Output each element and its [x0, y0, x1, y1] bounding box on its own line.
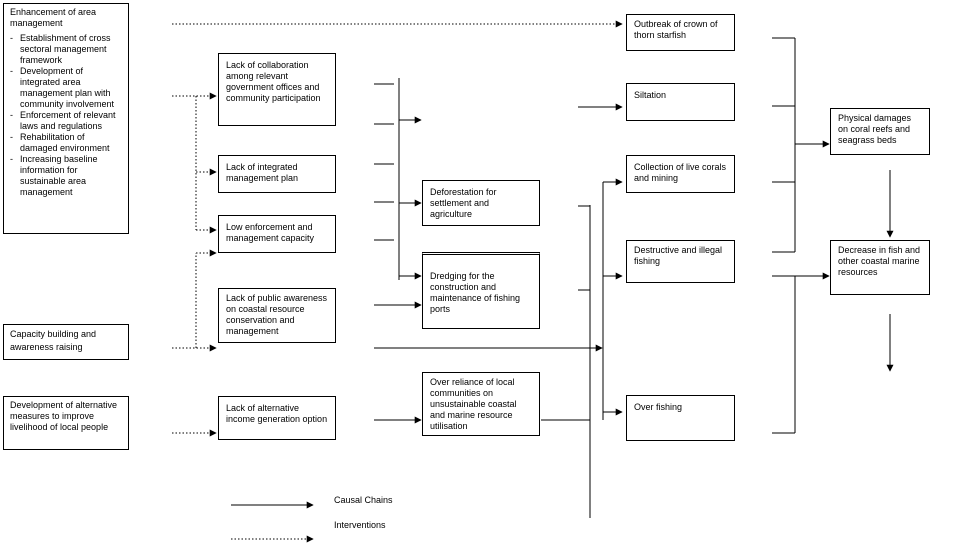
- impact-decrease-resources: Decrease in fish and other coastal marine resources: [830, 240, 930, 295]
- cause-lack-of-alternative-income: Lack of alternative income generation option: [218, 396, 336, 440]
- intervention-alternative-livelihood: Development of alternative measures to improve livelihood of local people: [3, 396, 129, 450]
- list-item: - Rehabilitation of damaged environment: [10, 132, 122, 154]
- intervention-area-management-list: [10, 33, 122, 198]
- activity-deforestation: Deforestation for settlement and agriculture: [422, 180, 540, 226]
- intervention-area-management: [3, 3, 129, 234]
- cause-lack-of-collaboration: Lack of collaboration among relevant government offices and community participation: [218, 53, 336, 126]
- cause-low-enforcement: Low enforcement and management capacity: [218, 215, 336, 253]
- legend-interventions-label: Interventions: [334, 520, 386, 530]
- direct-cause-over-fishing: Over fishing: [626, 395, 735, 441]
- list-item: - Development of integrated area management plan with community involvement: [10, 66, 122, 110]
- activity-dredging: Dredging for the construction and maintenance of fishing ports: [422, 252, 540, 329]
- cause-lack-of-integrated-plan: Lack of integrated management plan: [218, 155, 336, 193]
- intervention-area-management-title: Enhancement of area management: [10, 7, 97, 28]
- activity-over-reliance: Over reliance of local communities on unsustainable coastal and marine resource utilisation: [422, 372, 540, 436]
- direct-cause-destructive-fishing: Destructive and illegal fishing: [626, 240, 735, 283]
- list-item: - Increasing baseline information for sustainable area management: [10, 154, 122, 198]
- direct-cause-starfish-outbreak: Outbreak of crown of thorn starfish: [626, 14, 735, 51]
- direct-cause-siltation: Siltation: [626, 83, 735, 121]
- impact-physical-damage: Physical damages on coral reefs and seagrass beds: [830, 108, 930, 155]
- list-item: - Enforcement of relevant laws and regulations: [10, 110, 122, 132]
- cause-lack-of-public-awareness: Lack of public awareness on coastal resource conservation and management: [218, 288, 336, 343]
- direct-cause-coral-mining: Collection of live corals and mining: [626, 155, 735, 193]
- list-item: - Establishment of cross sectoral management framework: [10, 33, 122, 66]
- legend-causal-chains-label: Causal Chains: [334, 495, 393, 505]
- intervention-capacity-building: Capacity building and awareness raising: [3, 324, 129, 360]
